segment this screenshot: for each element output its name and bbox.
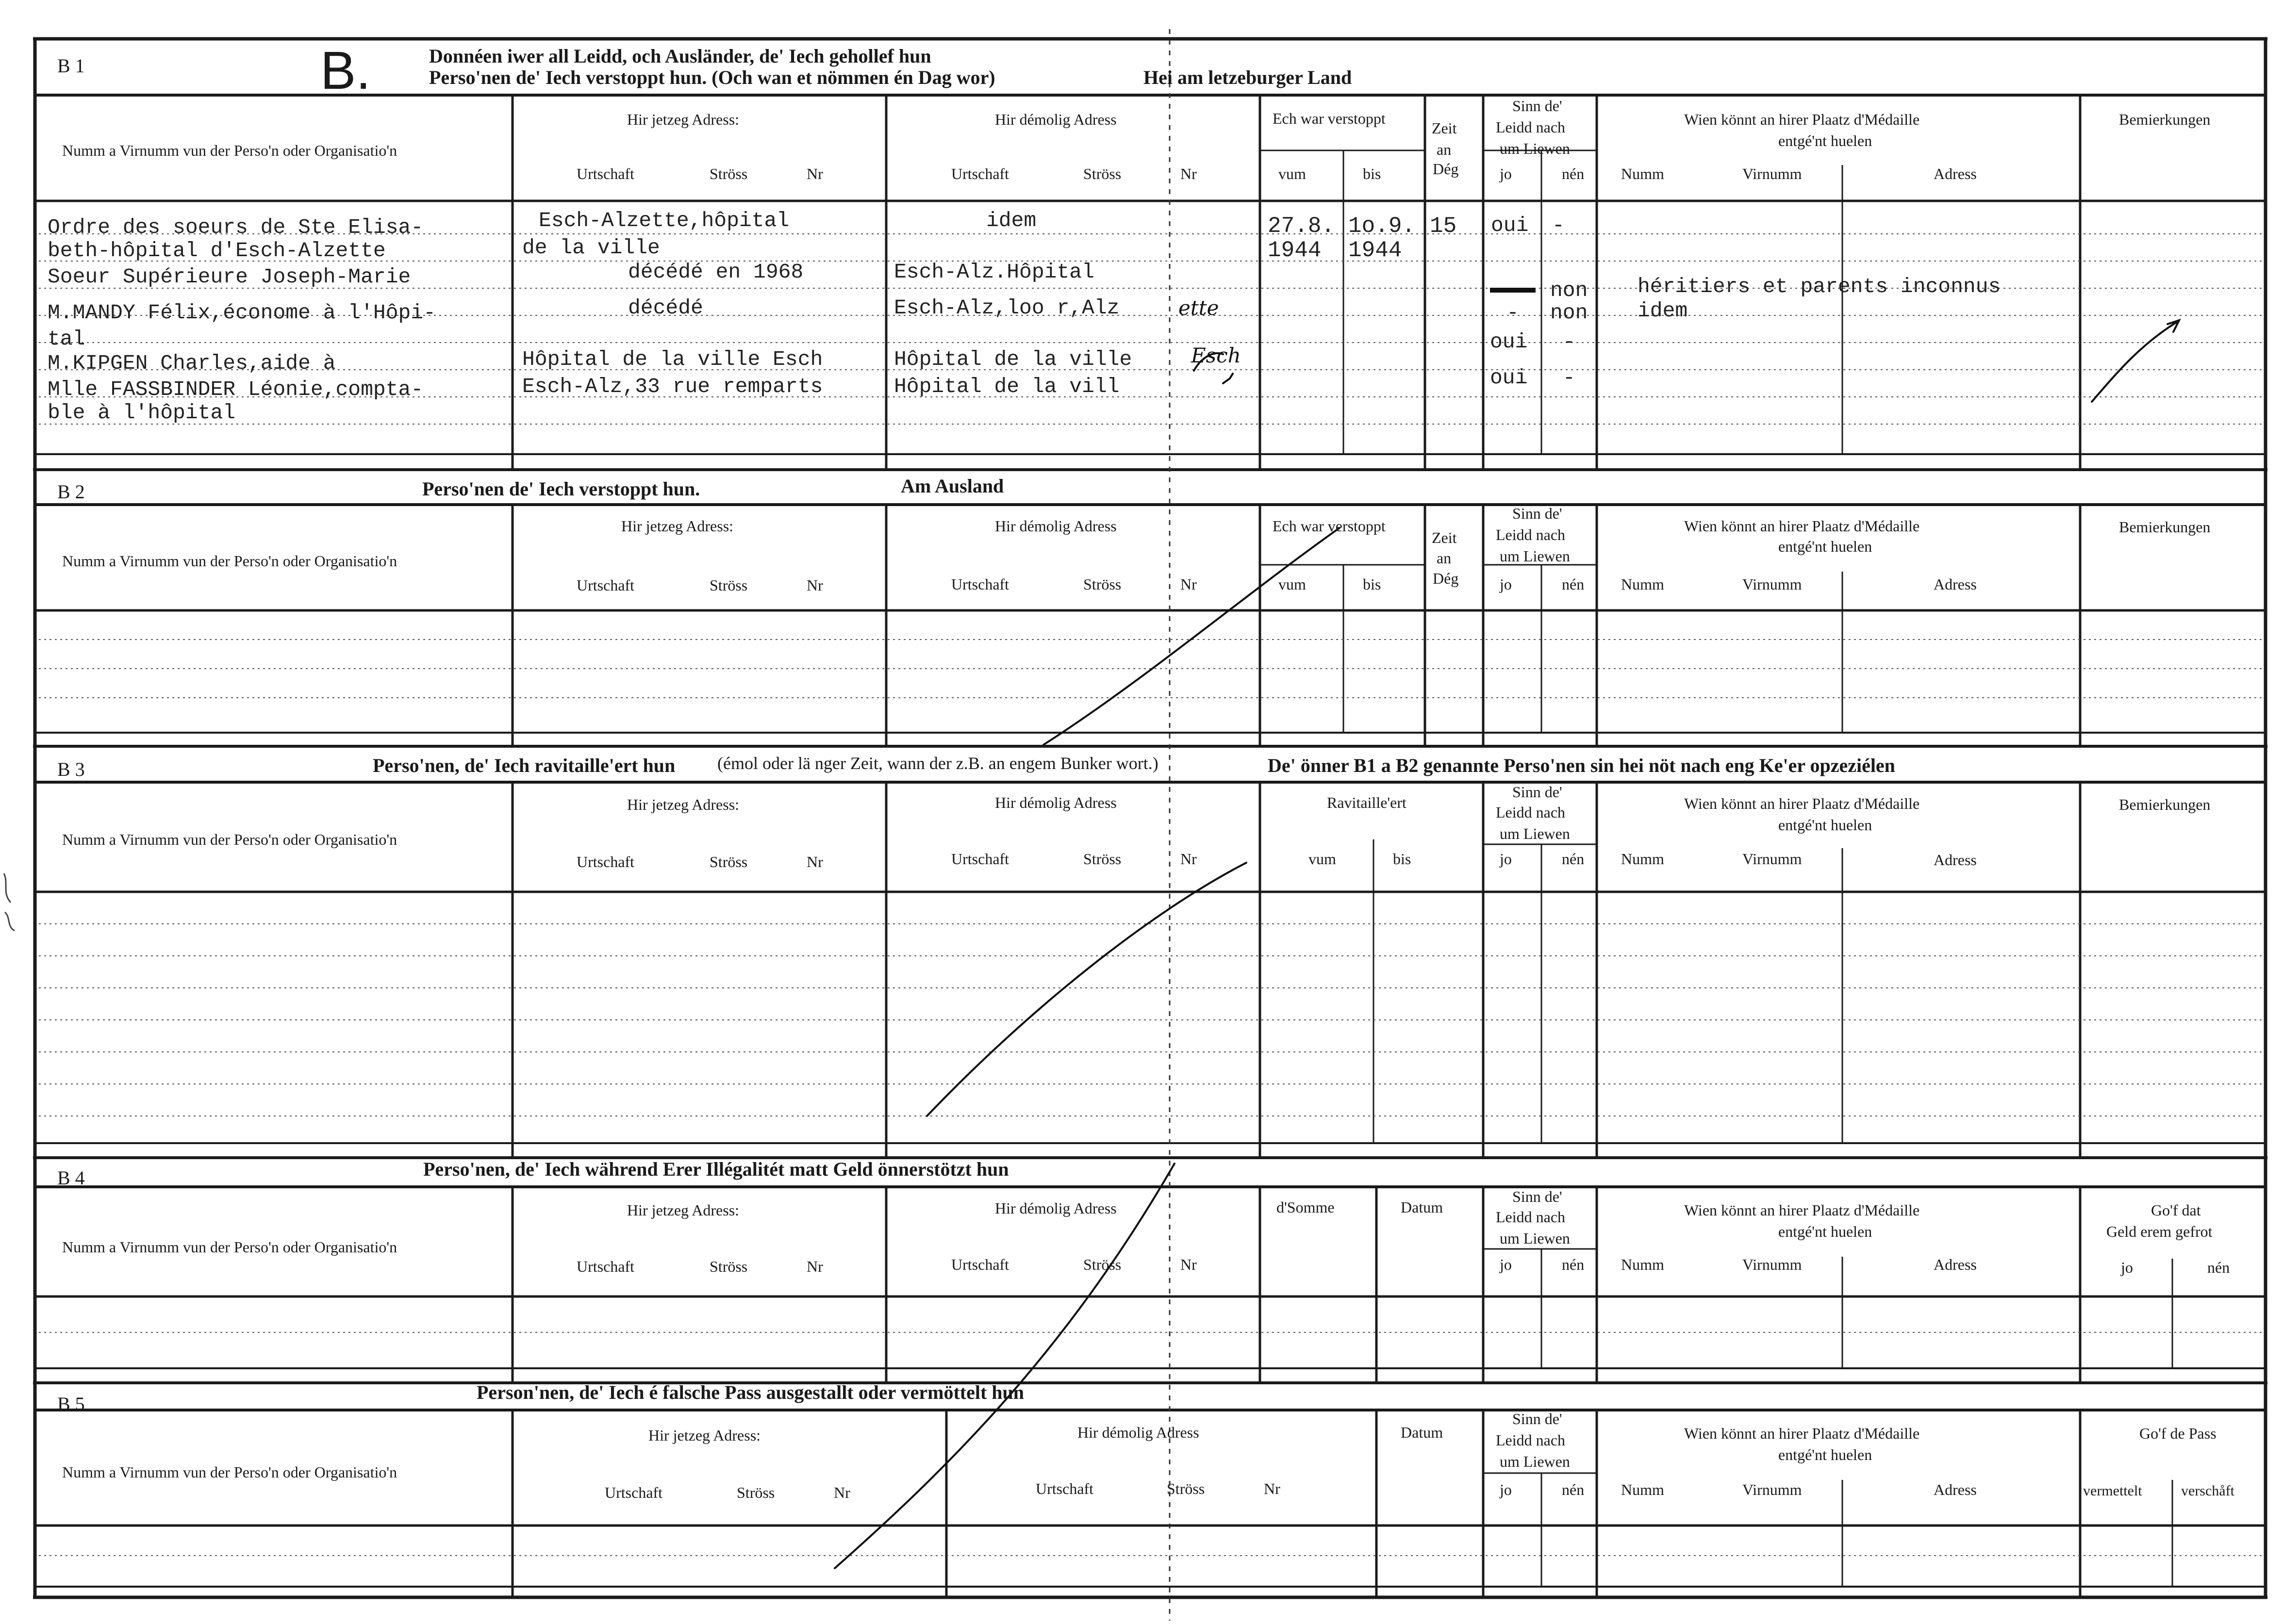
header-urtschaft: Urtschaft (577, 576, 635, 594)
section-code: B 2 (57, 481, 85, 503)
header-stross: Ströss (710, 576, 748, 594)
header-nr: Nr (1180, 850, 1197, 868)
header-medaille: Wien könnt an hirer Plaatz d'Médaille (1684, 795, 1920, 812)
header-stross: Ströss (710, 853, 748, 870)
header-liewen: um Liewen (1500, 1230, 1570, 1247)
header-gof-jo: jo (2121, 1259, 2133, 1276)
header-medaille-2: entgé'nt huelen (1778, 538, 1872, 555)
header-sinn: Sinn de' (1512, 505, 1562, 522)
header-vum: vum (1308, 850, 1336, 868)
header-ravitailleert: Ravitaille'ert (1327, 794, 1406, 811)
header-nen: nén (1562, 1481, 1585, 1498)
header-adress: Adress (1934, 165, 1977, 182)
header-bemierkungen: Bemierkungen (2119, 796, 2211, 813)
header-adress: Adress (1934, 1481, 1977, 1498)
section-title-right: Hei am letzeburger Land (1143, 66, 1352, 88)
entry-jetzeg-2: de la ville (522, 236, 660, 260)
header-nen: nén (1562, 850, 1585, 868)
header-urtschaft: Urtschaft (577, 1258, 635, 1275)
header-adress: Adress (1934, 851, 1977, 869)
section-title: Perso'nen, de' Iech während Erer Illégalitét matt Geld önnerstötzt hun (423, 1158, 1009, 1180)
section-code: B 5 (57, 1393, 85, 1415)
header-numm: Numm a Virnumm vun der Perso'n oder Organisatio'n (62, 1463, 397, 1481)
entry-medaille-2: idem (1638, 299, 1688, 323)
header-medaille: Wien könnt an hirer Plaatz d'Médaille (1684, 111, 1920, 128)
entry-jo-3: oui (1490, 330, 1528, 354)
header-medaille: Wien könnt an hirer Plaatz d'Médaille (1684, 1201, 1920, 1219)
header-vum: vum (1278, 575, 1306, 593)
header-sinn: Sinn de' (1512, 97, 1562, 115)
header-gof-2: Geld erem gefrot (2106, 1223, 2213, 1240)
handwritten-note: Esch (1191, 344, 1241, 367)
header-zeit: Zeit (1432, 119, 1457, 137)
header-urtschaft: Urtschaft (951, 575, 1009, 593)
header-gof-nen: nén (2207, 1259, 2230, 1276)
entry-medaille-1: héritiers et parents inconnus (1638, 275, 2001, 298)
header-jo: jo (1500, 850, 1512, 868)
header-numm2: Numm (1621, 165, 1664, 182)
header-jo: jo (1500, 1481, 1512, 1498)
entry-nen-3: non (1550, 301, 1588, 325)
header-an: an (1437, 549, 1452, 567)
entry-name-5: tal (48, 327, 85, 351)
header-leidd: Leidd nach (1496, 1431, 1566, 1449)
header-adress: Adress (1934, 1256, 1977, 1273)
header-stross: Ströss (710, 165, 748, 182)
header-nr: Nr (834, 1484, 850, 1501)
header-war-verstoppt: Ech war verstoppt (1273, 517, 1386, 535)
header-virnumm: Virnumm (1742, 850, 1802, 868)
header-numm: Numm a Virnumm vun der Perso'n oder Organisatio'n (62, 552, 397, 570)
entry-name-4: M.MANDY Félix,économe à l'Hôpi- (48, 301, 436, 325)
header-jo: jo (1500, 165, 1512, 182)
entry-nen-4: - (1563, 330, 1575, 354)
header-liewen: um Liewen (1500, 1453, 1570, 1470)
header-bemierkungen: Bemierkungen (2119, 111, 2211, 128)
header-jetzeg: Hir jetzeg Adress: (621, 517, 734, 535)
header-demolig: Hir démolig Adress (1077, 1424, 1199, 1441)
header-urtschaft: Urtschaft (951, 165, 1009, 182)
header-virnumm: Virnumm (1742, 575, 1802, 593)
entry-name-2: beth-hôpital d'Esch-Alzette (48, 239, 386, 262)
header-bis: bis (1393, 850, 1411, 868)
header-stross: Ströss (737, 1484, 775, 1501)
header-vermettelt: vermettelt (2083, 1483, 2142, 1499)
header-stross: Ströss (1083, 850, 1122, 868)
header-nr: Nr (1180, 575, 1197, 593)
entry-jo-4: oui (1490, 366, 1528, 390)
entry-jo-1: oui (1491, 213, 1529, 237)
section-code: B 1 (57, 55, 85, 77)
header-nr: Nr (807, 1258, 823, 1275)
header-liewen: um Liewen (1500, 140, 1570, 157)
header-virnumm: Virnumm (1742, 165, 1802, 182)
section-title: Person'nen, de' Iech é falsche Pass ausgestallt oder vermöttelt hun (477, 1381, 1025, 1403)
header-liewen: um Liewen (1500, 547, 1570, 565)
header-adress: Adress (1934, 575, 1977, 593)
section-title-paren: (émol oder lä nger Zeit, wann der z.B. an engem Bunker wort.) (717, 754, 1158, 773)
entry-name-8: ble à l'hôpital (48, 401, 236, 425)
header-numm: Numm a Virnumm vun der Perso'n oder Organisatio'n (62, 831, 397, 848)
entry-name-7: Mlle FASSBINDER Léonie,compta- (48, 377, 424, 401)
header-deg: Dég (1433, 160, 1459, 178)
section-title-line1: Donnéen iwer all Leidd, och Ausländer, de' Iech gehollef hun (429, 45, 931, 67)
header-stross: Ströss (1083, 1256, 1122, 1273)
header-vum: vum (1278, 165, 1306, 182)
header-medaille-2: entgé'nt huelen (1778, 1446, 1872, 1463)
header-nr: Nr (807, 165, 823, 182)
entry-name-3: Soeur Supérieure Joseph-Marie (48, 265, 411, 289)
header-urtschaft: Urtschaft (951, 850, 1009, 868)
header-virnumm: Virnumm (1742, 1481, 1802, 1498)
header-jetzeg: Hir jetzeg Adress: (648, 1427, 761, 1444)
header-jetzeg: Hir jetzeg Adress: (627, 796, 740, 813)
header-urtschaft: Urtschaft (1036, 1480, 1094, 1497)
section-title-right: Am Ausland (901, 475, 1004, 497)
section-title-right: De' önner B1 a B2 genannte Perso'nen sin hei nöt nach eng Ke'er opzeziélen (1268, 755, 1895, 776)
header-jetzeg: Hir jetzeg Adress: (627, 1201, 740, 1219)
header-urtschaft: Urtschaft (605, 1484, 663, 1501)
entry-bis-1: 1o.9. (1348, 213, 1416, 239)
entry-jetzeg-5: Hôpital de la ville Esch (522, 347, 823, 371)
header-jo: jo (1500, 575, 1512, 593)
header-stross: Ströss (710, 1258, 748, 1275)
header-gof: Go'f dat (2151, 1201, 2201, 1219)
header-liewen: um Liewen (1500, 825, 1570, 842)
section-title: Perso'nen, de' Iech ravitaille'ert hun (373, 755, 676, 776)
header-medaille: Wien könnt an hirer Plaatz d'Médaille (1684, 517, 1920, 535)
header-nen: nén (1562, 1256, 1585, 1273)
header-nr: Nr (1264, 1480, 1280, 1497)
entry-nen-5: - (1563, 366, 1575, 390)
entry-jetzeg-3: décédé en 1968 (628, 260, 804, 284)
header-numm2: Numm (1621, 575, 1664, 593)
entry-demolig-1: idem (986, 209, 1037, 232)
entry-demolig-2: Esch-Alz.Hôpital (894, 260, 1094, 284)
header-leidd: Leidd nach (1496, 1208, 1566, 1226)
entry-name-6: M.KIPGEN Charles,aide à (48, 351, 336, 375)
header-virnumm: Virnumm (1742, 1256, 1802, 1273)
header-jetzeg: Hir jetzeg Adress: (627, 111, 740, 128)
header-urtschaft: Urtschaft (951, 1256, 1009, 1273)
header-deg: Dég (1433, 570, 1459, 587)
header-verschaft: verschåft (2181, 1483, 2234, 1499)
section-big-letter: B. (320, 41, 371, 100)
header-urtschaft: Urtschaft (577, 165, 635, 182)
handwritten-note: ette (1178, 296, 1219, 320)
entry-bis-2: 1944 (1348, 238, 1402, 263)
entry-jetzeg-4: décédé (628, 296, 703, 320)
header-numm2: Numm (1621, 1256, 1664, 1273)
header-leidd: Leidd nach (1496, 118, 1566, 136)
header-datum: Datum (1401, 1198, 1443, 1216)
entry-demolig-5: Hôpital de la vill (894, 375, 1120, 398)
header-nr: Nr (807, 853, 823, 870)
section-title-line2: Perso'nen de' Iech verstoppt hun. (Och wan et nömmen én Dag wor) (429, 66, 995, 88)
entry-name-1: Ordre des soeurs de Ste Elisa- (48, 215, 424, 239)
header-nen: nén (1562, 575, 1585, 593)
header-nr: Nr (1180, 165, 1197, 182)
header-nr: Nr (807, 576, 823, 594)
header-numm: Numm a Virnumm vun der Perso'n oder Organisatio'n (62, 1238, 397, 1256)
entry-vum-1: 27.8. (1268, 213, 1335, 239)
header-medaille-2: entgé'nt huelen (1778, 816, 1872, 834)
header-jo: jo (1500, 1256, 1512, 1273)
section-code: B 4 (57, 1167, 85, 1189)
header-war-verstoppt: Ech war verstoppt (1273, 110, 1386, 127)
entry-jetzeg-1: Esch-Alzette,hôpital (539, 209, 790, 232)
entry-deg: 15 (1430, 213, 1457, 239)
header-bis: bis (1363, 575, 1381, 593)
header-stross: Ströss (1083, 575, 1122, 593)
header-numm2: Numm (1621, 850, 1664, 868)
section-code: B 3 (57, 758, 85, 780)
section-title: Perso'nen de' Iech verstoppt hun. (422, 478, 700, 500)
header-leidd: Leidd nach (1496, 804, 1566, 821)
header-stross: Ströss (1083, 165, 1122, 182)
header-stross: Ströss (1167, 1480, 1205, 1497)
entry-nen-2: non (1550, 279, 1588, 302)
header-demolig: Hir démolig Adress (995, 517, 1117, 535)
header-bemierkungen: Bemierkungen (2119, 518, 2211, 536)
header-medaille-2: entgé'nt huelen (1778, 1223, 1872, 1240)
header-demolig: Hir démolig Adress (995, 794, 1117, 811)
entry-jetzeg-6: Esch-Alz,33 rue remparts (522, 375, 823, 398)
header-numm2: Numm (1621, 1481, 1664, 1498)
entry-demolig-4: Hôpital de la ville (894, 347, 1132, 371)
header-demolig: Hir démolig Adress (995, 111, 1117, 128)
header-demolig: Hir démolig Adress (995, 1199, 1117, 1217)
header-medaille: Wien könnt an hirer Plaatz d'Médaille (1684, 1425, 1920, 1442)
header-an: an (1437, 141, 1452, 158)
header-numm: Numm a Virnumm vun der Perso'n oder Organisatio'n (62, 142, 397, 159)
header-nr: Nr (1180, 1256, 1197, 1273)
header-medaille-2: entgé'nt huelen (1778, 132, 1872, 149)
entry-jo-2: - (1506, 301, 1519, 325)
header-bis: bis (1363, 165, 1381, 182)
header-leidd: Leidd nach (1496, 526, 1566, 543)
header-somme: d'Somme (1276, 1198, 1335, 1216)
header-sinn: Sinn de' (1512, 1410, 1562, 1427)
entry-demolig-3: Esch-Alz,loo r,Alz (894, 296, 1120, 320)
entry-nen-1: - (1552, 213, 1565, 237)
header-nen: nén (1562, 165, 1585, 182)
header-urtschaft: Urtschaft (577, 853, 635, 870)
header-pass: Go'f de Pass (2139, 1425, 2217, 1442)
header-datum: Datum (1401, 1424, 1443, 1441)
header-sinn: Sinn de' (1512, 783, 1562, 801)
entry-vum-2: 1944 (1268, 238, 1322, 263)
header-sinn: Sinn de' (1512, 1188, 1562, 1205)
header-zeit: Zeit (1432, 529, 1457, 546)
